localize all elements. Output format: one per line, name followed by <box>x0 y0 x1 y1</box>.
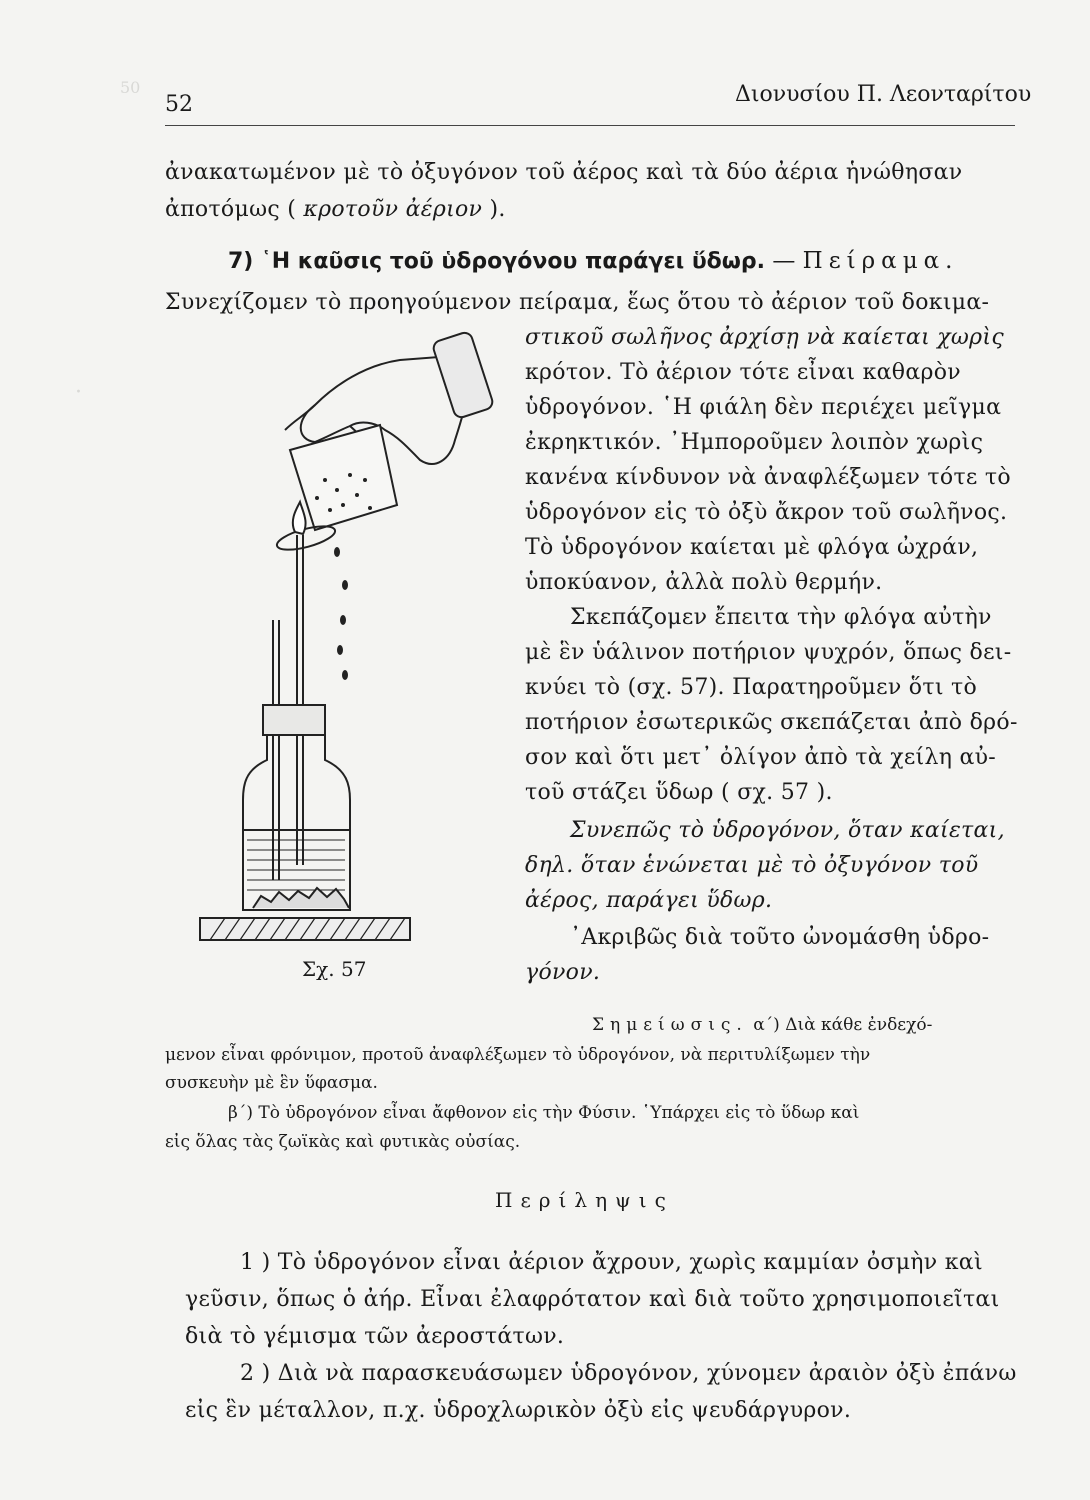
paragraph-2-line: κνύει τὸ (σχ. 57). Παρατηροῦμεν ὅτι τὸ <box>525 675 978 700</box>
summary-item-1-line: γεῦσιν, ὅπως ὁ ἀήρ. Εἶναι ἐλαφρότατον καὶ διὰ τοῦτο χρησιμοποιεῖται <box>185 1287 1000 1312</box>
intro-line-2-italic: κροτοῦν ἀέριον <box>303 197 483 222</box>
summary-item-1-line: 1 ) Τὸ ὑδρογόνον εἶναι ἀέριον ἄχρουν, χωρὶς καμμίαν ὀσμὴν καὶ <box>240 1250 983 1275</box>
note-b-line-2: εἰς ὅλας τὰς ζωϊκὰς καὶ φυτικὰς οὐσίας. <box>165 1132 521 1152</box>
bleed-through-mark: · <box>75 380 82 405</box>
section-heading <box>228 248 959 274</box>
paragraph-4-line: γόνον. <box>525 960 601 985</box>
summary-item-2-line: εἰς ἓν μέταλλον, π.χ. ὑδροχλωρικὸν ὀξὺ εἰς ψευδάργυρον. <box>185 1398 852 1423</box>
note-label: Σημείωσις. <box>592 1015 748 1035</box>
paragraph-3-line: Συνεπῶς τὸ ὑδρογόνον, ὅταν καίεται, <box>570 818 1005 843</box>
intro-line-2 <box>165 197 506 222</box>
paragraph-1-line: Τὸ ὑδρογόνον καίεται μὲ φλόγα ὠχράν, <box>525 535 979 560</box>
zinc-pieces <box>253 888 349 908</box>
paragraph-2-line: Σκεπάζομεν ἔπειτα τὴν φλόγα αὐτὴν <box>570 605 992 630</box>
paragraph-1-line: στικοῦ σωλῆνος ἀρχίσῃ νὰ καίεται χωρὶς <box>525 325 1004 350</box>
section-dash: — <box>772 248 796 274</box>
section-number: 7) <box>228 249 254 274</box>
note-a-line-1: Διὰ κάθε ἐνδεχό- <box>785 1015 933 1035</box>
paragraph-1-line: κανένα κίνδυνον νὰ ἀναφλέξωμεν τότε τὸ <box>525 465 1011 490</box>
paragraph-4-line: ᾽Ακριβῶς διὰ τοῦτο ὠνομάσθη ὑδρο- <box>570 925 990 950</box>
figure-hydrogen-apparatus <box>185 320 515 980</box>
intro-line-2-end: ). <box>489 197 506 222</box>
summary-item-2-line: 2 ) Διὰ νὰ παρασκευάσωμεν ὑδρογόνον, χύνομεν ἀραιὸν ὀξὺ ἐπάνω <box>240 1361 1017 1386</box>
paragraph-1-line: Συνεχίζομεν τὸ προηγούμενον πείραμα, ἕως ὅτου τὸ ἀέριον τοῦ δοκιμα- <box>165 290 990 315</box>
note-a-marker: α΄) <box>753 1015 780 1035</box>
bottle-stopper <box>263 705 325 735</box>
paragraph-1-line: κρότον. Τὸ ἀέριον τότε εἶναι καθαρὸν <box>525 360 961 385</box>
paragraph-2-line: σον καὶ ὅτι μετ᾽ ὀλίγον ἀπὸ τὰ χείλη αὐ- <box>525 745 997 770</box>
sleeve-cuff <box>432 331 495 419</box>
paragraph-1-line: ὑδρογόνον εἰς τὸ ὀξὺ ἄκρον τοῦ σωλῆνος. <box>525 500 1008 525</box>
running-header-author: Διονυσίου Π. Λεονταρίτου <box>735 82 1032 107</box>
bleed-through-mark: 50 <box>120 78 141 97</box>
base-plate <box>200 918 410 940</box>
intro-line-1: ἀνακατωμένον μὲ τὸ ὀξυγόνον τοῦ ἀέρος καὶ τὰ δύο ἀέρια ἡνώθησαν <box>165 160 963 185</box>
intro-line-2-start: ἀποτόμως ( <box>165 197 297 222</box>
paragraph-2-line: μὲ ἓν ὑάλινον ποτήριον ψυχρόν, ὅπως δει- <box>525 640 1012 665</box>
paragraph-3-line: ἀέρος, παράγει ὕδωρ. <box>525 888 773 913</box>
paragraph-2-line: τοῦ στάζει ὕδωρ ( σχ. 57 ). <box>525 780 833 805</box>
paragraph-1-line: ὑδρογόνον. ῾Η φιάλη δὲν περιέχει μεῖγμα <box>525 395 1002 420</box>
inverted-glass <box>290 425 397 530</box>
paragraph-1-line: ὑποκύανον, ἀλλὰ πολὺ θερμήν. <box>525 570 883 595</box>
section-title: ῾Η καῦσις τοῦ ὑδρογόνου παράγει ὕδωρ. <box>260 249 766 274</box>
header-rule <box>165 125 1015 126</box>
flame <box>293 502 306 534</box>
note-a-heading <box>592 1015 932 1035</box>
note-a-line-3: συσκευὴν μὲ ἓν ὕφασμα. <box>165 1073 378 1093</box>
note-b-line-1: β΄) Τὸ ὑδρογόνον εἶναι ἄφθονον εἰς τὴν Φύσιν. ῾Υπάρχει εἰς τὸ ὕδωρ καὶ <box>228 1103 860 1123</box>
figure-caption: Σχ. 57 <box>302 957 367 981</box>
summary-item-1-line: διὰ τὸ γέμισμα τῶν ἀεροστάτων. <box>185 1324 565 1349</box>
note-a-line-2: μενον εἶναι φρόνιμον, προτοῦ ἀναφλέξωμεν τὸ ὑδρογόνον, νὰ περιτυλίξωμεν τὴν <box>165 1045 871 1065</box>
paragraph-2-line: ποτήριον ἐσωτερικῶς σκεπάζεται ἀπὸ δρό- <box>525 710 1018 735</box>
summary-title: Περίληψις <box>495 1188 674 1212</box>
paragraph-3-line: δηλ. ὅταν ἑνώνεται μὲ τὸ ὀξυγόνον τοῦ <box>525 853 979 878</box>
section-label: Πείραμα. <box>802 248 959 274</box>
falling-drops <box>334 547 348 680</box>
paragraph-1-line: ἐκρηκτικόν. ᾽Ημποροῦμεν λοιπὸν χωρὶς <box>525 430 984 455</box>
page-number: 52 <box>165 92 193 117</box>
